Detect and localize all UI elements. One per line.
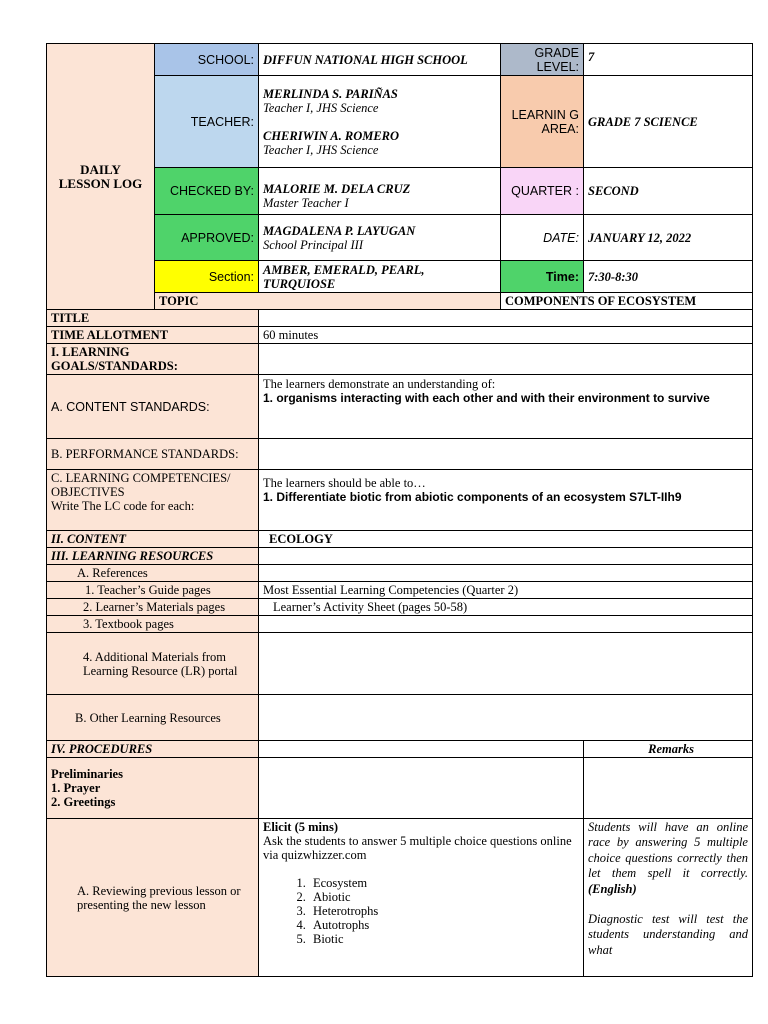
section-label: Section: (155, 261, 259, 293)
elicit-list (263, 876, 579, 946)
content-label: II. CONTENT (47, 531, 259, 548)
teachers-guide-value: Most Essential Learning Competencies (Quarter 2) (259, 582, 753, 599)
learning-area-value: GRADE 7 SCIENCE (584, 76, 753, 168)
title-label: TITLE (47, 310, 259, 327)
remarks-label: Remarks (584, 741, 753, 758)
content-standards-label: A. CONTENT STANDARDS: (47, 375, 259, 439)
date-label: DATE: (501, 215, 584, 261)
additional-materials-value (259, 633, 753, 695)
grade-level-label: GRADE LEVEL: (501, 44, 584, 76)
checked-by-label: CHECKED BY: (155, 168, 259, 215)
preliminaries-title: Preliminaries (51, 767, 123, 781)
content-standards-intro: The learners demonstrate an understanding of: (263, 377, 496, 391)
checked-by-name: MALORIE M. DELA CRUZ (263, 181, 411, 196)
section-value: AMBER, EMERALD, PEARL, TURQUIOSE (259, 261, 501, 293)
teachers-guide-label: 1. Teacher’s Guide pages (47, 582, 259, 599)
textbook-pages-label: 3. Textbook pages (47, 616, 259, 633)
preliminaries-remarks (584, 758, 753, 819)
learning-goals-label: I. LEARNING GOALS/STANDARDS: (47, 344, 259, 375)
grade-level-value: 7 (584, 44, 753, 76)
references-label: A. References (47, 565, 259, 582)
reviewing-lesson-label: A. Reviewing previous lesson or presenting the new lesson (47, 819, 259, 977)
elicit-text: Ask the students to answer 5 multiple choice questions online via quizwhizzer.com (263, 834, 572, 862)
teacher2-name: CHERIWIN A. ROMERO (263, 128, 400, 143)
content-standards-item: 1. organisms interacting with each other and with their environment to survive (263, 391, 710, 405)
time-allotment-value: 60 minutes (259, 327, 753, 344)
textbook-pages-value (259, 616, 753, 633)
competencies-sub: Write The LC code for each: (51, 499, 195, 513)
preliminaries-cell (47, 758, 259, 819)
additional-materials-label: 4. Additional Materials from Learning Resource (LR) portal (47, 633, 259, 695)
competencies-intro: The learners should be able to… (263, 476, 426, 490)
competencies-item: 1. Differentiate biotic from abiotic components of an ecosystem S7LT-IIh9 (263, 490, 682, 504)
quarter-value: SECOND (584, 168, 753, 215)
elicit-cell (259, 819, 584, 977)
competencies-cell (47, 470, 259, 531)
remark-text-2: Diagnostic test will test the students understanding and what (588, 912, 748, 957)
remark-english: (English) (588, 881, 637, 896)
elicit-remarks (584, 819, 753, 977)
other-resources-value (259, 695, 753, 741)
topic-value: COMPONENTS OF ECOSYSTEM (501, 293, 753, 310)
time-allotment-label: TIME ALLOTMENT (47, 327, 259, 344)
references-value (259, 565, 753, 582)
remark-text-1: Students will have an online race by answering 5 multiple choice questions correctly then let them spell it correctly. (588, 820, 748, 881)
date-value: JANUARY 12, 2022 (584, 215, 753, 261)
procedures-label: IV. PROCEDURES (47, 741, 259, 758)
time-value: 7:30-8:30 (584, 261, 753, 293)
teacher2-title: Teacher I, JHS Science (263, 142, 379, 157)
list-item: 1. Ecosystem (309, 876, 579, 890)
daily-lesson-log-title: DAILY LESSON LOG (47, 44, 155, 310)
preliminaries-value (259, 758, 584, 819)
school-label: SCHOOL: (155, 44, 259, 76)
competencies-label: C. LEARNING COMPETENCIES/ OBJECTIVES (51, 471, 231, 499)
approved-name: MAGDALENA P. LAYUGAN (263, 223, 416, 238)
performance-standards-value (259, 439, 753, 470)
teacher-cell (259, 76, 501, 168)
list-item: 4. Autotrophs (309, 918, 579, 932)
other-resources-label: B. Other Learning Resources (47, 695, 259, 741)
teacher-label: TEACHER: (155, 76, 259, 168)
checked-by-title: Master Teacher I (263, 195, 349, 210)
learning-goals-value (259, 344, 753, 375)
lesson-log-table (46, 43, 753, 977)
lesson-log-page (46, 43, 752, 977)
learners-materials-value: Learner’s Activity Sheet (pages 50-58) (259, 599, 753, 616)
list-item: 2. Abiotic (309, 890, 579, 904)
learners-materials-label: 2. Learner’s Materials pages (47, 599, 259, 616)
performance-standards-label: B. PERFORMANCE STANDARDS: (47, 439, 259, 470)
teacher1-title: Teacher I, JHS Science (263, 100, 379, 115)
list-item: 3. Heterotrophs (309, 904, 579, 918)
teacher1-name: MERLINDA S. PARIÑAS (263, 86, 398, 101)
content-standards-cell (259, 375, 753, 439)
content-value: ECOLOGY (259, 531, 753, 548)
quarter-label: QUARTER : (501, 168, 584, 215)
school-value: DIFFUN NATIONAL HIGH SCHOOL (259, 44, 501, 76)
topic-label: TOPIC (155, 293, 501, 310)
learning-resources-label: III. LEARNING RESOURCES (47, 548, 259, 565)
competencies-value (259, 470, 753, 531)
approved-title: School Principal III (263, 237, 363, 252)
approved-cell (259, 215, 501, 261)
title-value (259, 310, 753, 327)
list-item: 5. Biotic (309, 932, 579, 946)
procedures-value (259, 741, 584, 758)
approved-label: APPROVED: (155, 215, 259, 261)
elicit-title: Elicit (5 mins) (263, 820, 338, 834)
learning-resources-value (259, 548, 753, 565)
time-label: Time: (501, 261, 584, 293)
preliminaries-prayer: 1. Prayer (51, 781, 101, 795)
learning-area-label: LEARNIN G AREA: (501, 76, 584, 168)
preliminaries-greetings: 2. Greetings (51, 795, 116, 809)
checked-by-cell (259, 168, 501, 215)
